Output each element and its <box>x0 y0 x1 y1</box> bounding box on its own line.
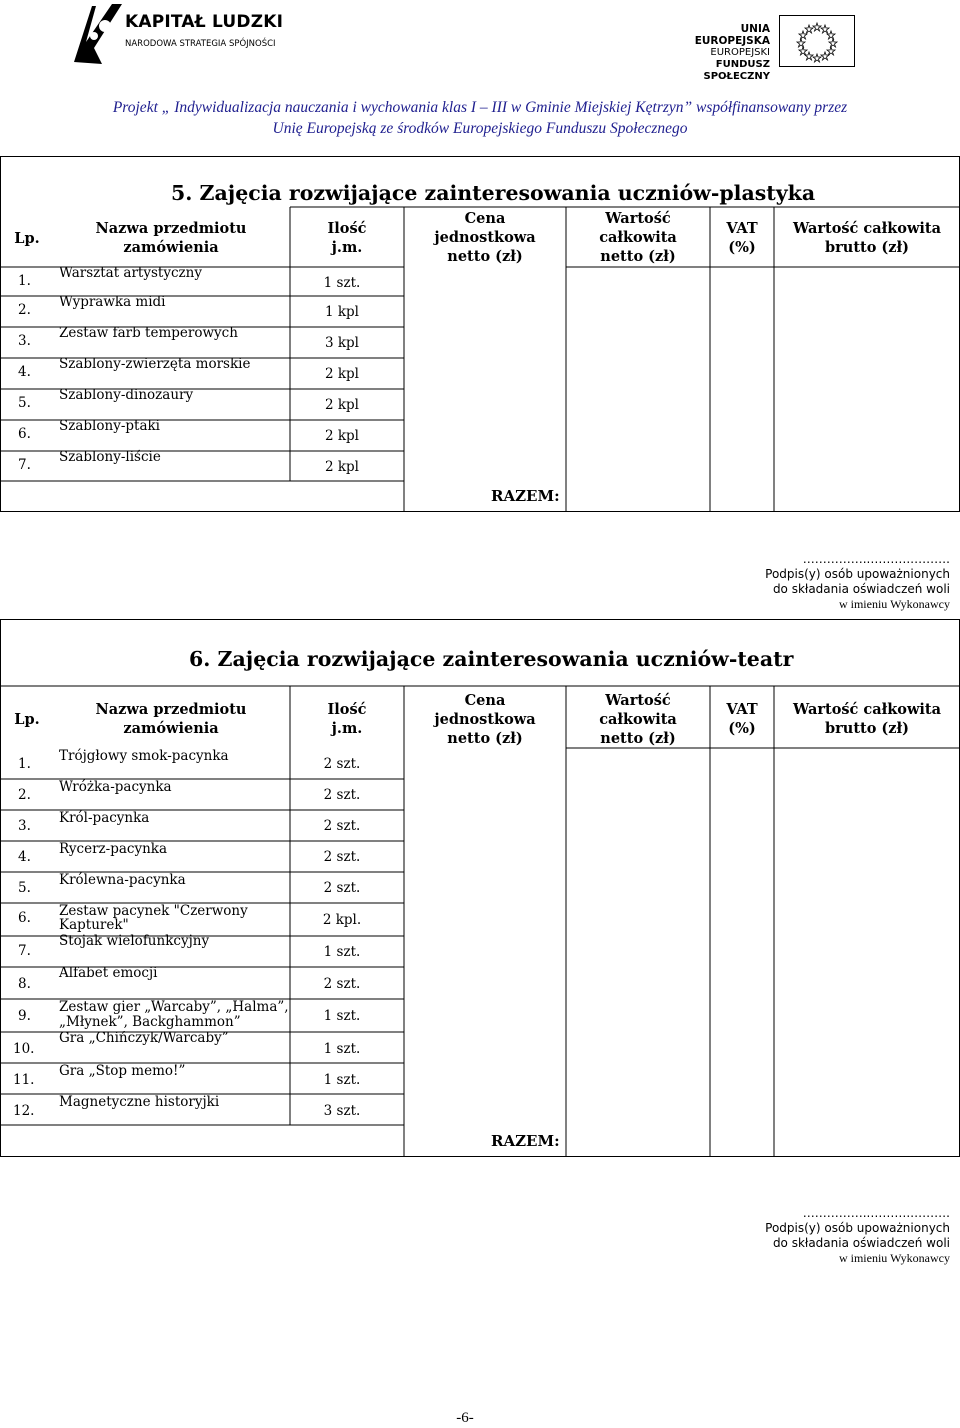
row-qty: 2 szt. <box>323 880 361 896</box>
row-qty: 3 szt. <box>323 1103 361 1119</box>
row-qty: 3 kpl <box>324 335 360 351</box>
table-row <box>1 327 404 358</box>
kapital-ludzki-subtitle: NARODOWA STRATEGIA SPÓJNOŚCI <box>125 39 276 49</box>
row-name: Szablony-liście <box>59 449 161 465</box>
col-net-header: Wartość całkowita netto (zł) <box>599 210 677 265</box>
row-name-line-2: „Młynek”, Backghammon” <box>59 1014 241 1030</box>
section-6-title: 6. Zajęcia rozwijające zainteresowania uczniów-teatr <box>189 647 794 671</box>
ue-line-2: EUROPEJSKI <box>710 47 770 58</box>
row-qty: 2 kpl <box>324 459 360 475</box>
row-qty: 2 szt. <box>323 787 361 803</box>
project-line-1: Projekt „ Indywidualizacja nauczania i wychowania klas I – III w Gminie Miejskiej Kętrzyn” współfinansowany przez <box>112 99 848 116</box>
col-qty-header: Ilość j.m. <box>327 701 367 737</box>
row-qty: 1 szt. <box>323 1041 361 1057</box>
row-qty: 1 szt. <box>323 1008 361 1024</box>
table-row <box>1 358 404 389</box>
row-lp: 2. <box>18 302 31 318</box>
col-name-header: Nazwa przedmiotu zamówienia <box>95 220 247 256</box>
row-name: Gra „Chińczyk/Warcaby” <box>59 1030 229 1046</box>
signature-dots: ……………..……….………. <box>802 552 950 566</box>
table-row <box>1 748 404 779</box>
row-qty: 1 szt. <box>323 944 361 960</box>
row-name: Wróżka-pacynka <box>59 779 172 795</box>
row-qty: 1 szt. <box>323 275 361 291</box>
row-qty: 1 kpl <box>324 304 360 320</box>
table-row <box>1 779 404 810</box>
row-name: Szablony-zwierzęta morskie <box>59 356 251 372</box>
row-qty: 2 szt. <box>323 756 361 772</box>
section-5-razem-label: RAZEM: <box>491 487 560 505</box>
table-row <box>1 1094 404 1125</box>
signature-line-3: w imieniu Wykonawcy <box>838 597 950 611</box>
section-5-title: 5. Zajęcia rozwijające zainteresowania uczniów-plastyka <box>171 181 816 205</box>
row-lp: 3. <box>18 333 31 349</box>
ue-line-1: UNIA EUROPEJSKA <box>694 23 770 47</box>
row-name-line-2: Kapturek" <box>59 917 129 933</box>
col-gross-header: Wartość całkowita brutto (zł) <box>792 220 942 256</box>
row-lp: 11. <box>13 1072 35 1088</box>
eu-flag-icon <box>779 15 855 67</box>
table-row <box>1 872 404 903</box>
ue-logo-text <box>670 23 770 83</box>
table-row <box>1 1063 404 1094</box>
col-vat-header: VAT (%) <box>726 220 758 256</box>
row-qty: 2 kpl <box>324 366 360 382</box>
row-name: Zestaw pacynek "Czerwony <box>59 903 248 919</box>
row-lp: 4. <box>18 364 31 380</box>
col-price-header: Cena jednostkowa netto (zł) <box>434 210 536 265</box>
table-row <box>1 420 404 451</box>
row-name: Król-pacynka <box>59 810 150 826</box>
row-name: Magnetyczne historyjki <box>59 1094 220 1110</box>
table-row <box>1 841 404 872</box>
table-row <box>1 451 404 481</box>
row-name: Warsztat artystyczny <box>59 265 202 281</box>
table-row <box>1 267 404 296</box>
row-lp: 10. <box>13 1041 35 1057</box>
signature-dots: ……………..……….………. <box>802 1206 950 1220</box>
table-row <box>1 1032 404 1063</box>
section-5-table <box>0 156 960 512</box>
table-row <box>1 933 404 967</box>
row-qty: 2 szt. <box>323 849 361 865</box>
row-lp: 4. <box>18 849 31 865</box>
row-name: Szablony-dinozaury <box>59 387 194 403</box>
row-name: Stojak wielofunkcyjny <box>59 933 210 949</box>
col-price-header: Cena jednostkowa netto (zł) <box>434 692 536 747</box>
signature-line-1: Podpis(y) osób upoważnionych <box>765 567 950 581</box>
col-name-header: Nazwa przedmiotu zamówienia <box>95 701 247 737</box>
signature-line-3: w imieniu Wykonawcy <box>838 1251 950 1265</box>
row-name: Królewna-pacynka <box>59 872 186 888</box>
row-lp: 2. <box>18 787 31 803</box>
project-line-2: Unię Europejską ze środków Europejskiego Funduszu Społecznego <box>272 120 688 137</box>
row-lp: 6. <box>18 910 31 926</box>
row-lp: 7. <box>18 457 31 473</box>
row-lp: 8. <box>18 976 31 992</box>
page-number: -6- <box>456 1410 474 1426</box>
row-name: Rycerz-pacynka <box>59 841 168 857</box>
row-lp: 7. <box>18 943 31 959</box>
row-qty: 1 szt. <box>323 1072 361 1088</box>
row-name: Alfabet emocji <box>59 965 158 981</box>
col-qty-header: Ilość j.m. <box>327 220 367 256</box>
table-row <box>1 296 404 327</box>
row-qty: 2 szt. <box>323 976 361 992</box>
table-row <box>1 389 404 420</box>
col-vat-header: VAT (%) <box>726 701 758 737</box>
row-name: Zestaw farb temperowych <box>59 325 238 341</box>
row-lp: 3. <box>18 818 31 834</box>
row-name: Trójgłowy smok-pacynka <box>59 748 229 764</box>
row-qty: 2 kpl. <box>322 912 362 928</box>
kapital-ludzki-emblem-icon <box>72 2 124 66</box>
signature-block-2 <box>765 1206 950 1266</box>
row-name: Zestaw gier „Warcaby”, „Halma”, <box>59 999 289 1015</box>
table-row <box>1 903 404 936</box>
row-lp: 12. <box>13 1103 35 1119</box>
table-row <box>1 999 404 1032</box>
section-6-razem-label: RAZEM: <box>491 1132 560 1150</box>
row-lp: 9. <box>18 1008 31 1024</box>
project-description <box>0 97 960 139</box>
row-lp: 6. <box>18 426 31 442</box>
row-qty: 2 szt. <box>323 818 361 834</box>
section-6-table <box>0 619 960 1157</box>
col-lp-header: Lp. <box>14 711 40 728</box>
row-lp: 1. <box>18 756 31 772</box>
signature-line-2: do składania oświadczeń woli <box>772 582 950 596</box>
row-lp: 5. <box>18 395 31 411</box>
col-lp-header: Lp. <box>14 230 40 247</box>
signature-line-1: Podpis(y) osób upoważnionych <box>765 1221 950 1235</box>
kapital-ludzki-title: KAPITAŁ LUDZKI <box>125 12 284 32</box>
col-gross-header: Wartość całkowita brutto (zł) <box>792 701 942 737</box>
row-lp: 1. <box>18 273 31 289</box>
row-name: Szablony-ptaki <box>59 418 160 434</box>
row-name: Wyprawka midi <box>59 294 166 310</box>
ue-line-3: FUNDUSZ SPOŁECZNY <box>703 59 770 82</box>
col-net-header: Wartość całkowita netto (zł) <box>599 692 677 747</box>
row-qty: 2 kpl <box>324 397 360 413</box>
row-lp: 5. <box>18 880 31 896</box>
table-row <box>1 967 404 999</box>
table-row <box>1 810 404 841</box>
signature-block-1 <box>765 552 950 612</box>
signature-line-2: do składania oświadczeń woli <box>772 1236 950 1250</box>
row-name: Gra „Stop memo!” <box>59 1063 186 1079</box>
row-qty: 2 kpl <box>324 428 360 444</box>
